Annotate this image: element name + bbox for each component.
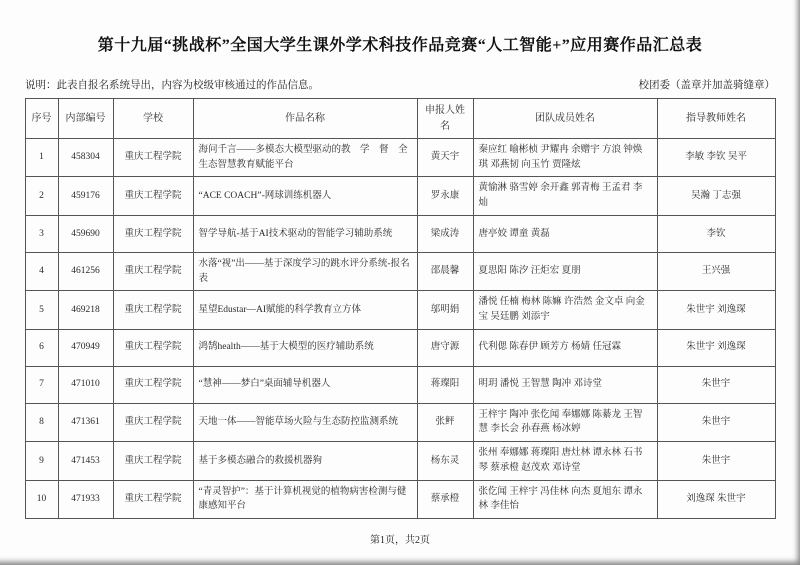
- cell-no: 5: [25, 291, 58, 329]
- cell-work: 星望Edustar—AI赋能的科学教育立方体: [193, 291, 417, 329]
- cell-advisors: 王兴强: [657, 252, 775, 290]
- table-row: [25, 252, 775, 290]
- cell-applicant: 唐守源: [417, 329, 473, 366]
- page-number-footer: 第1页，共2页: [370, 535, 430, 547]
- export-note: 说明：此表自报名系统导出，内容为校级审核通过的作品信息。: [25, 80, 319, 91]
- cell-no: 2: [25, 177, 58, 215]
- cell-internal_id: 471010: [58, 366, 113, 403]
- cell-school: 重庆工程学院: [113, 329, 193, 366]
- header-internal-id: 内部编号: [58, 99, 113, 139]
- cell-advisors: 朱世宇: [657, 366, 775, 403]
- cell-work: 基于多模态融合的救援机器狗: [193, 442, 417, 480]
- table-row: [25, 480, 775, 518]
- table-row: [25, 366, 775, 403]
- cell-school: 重庆工程学院: [113, 366, 193, 403]
- cell-no: 3: [25, 215, 58, 252]
- cell-school: 重庆工程学院: [113, 139, 193, 177]
- header-serial-no: 序号: [25, 99, 58, 139]
- cell-no: 7: [25, 366, 58, 403]
- cell-advisors: 李敏 李钦 吴平: [657, 139, 775, 177]
- cell-team: 潘悦 任楠 梅林 陈嫲 许浩然 金文卓 向金宝 吴廷鹏 刘添宇: [473, 291, 657, 329]
- cell-team: 代利偲 陈春伊 顾芳方 杨婧 任冠霖: [473, 329, 657, 366]
- page-title: 第十九届“挑战杯”全国大学生课外学术科技作品竞赛“人工智能+”应用赛作品汇总表: [97, 37, 703, 54]
- cell-school: 重庆工程学院: [113, 291, 193, 329]
- cell-work: “ACE COACH”-网球训练机器人: [193, 177, 417, 215]
- table-row: [25, 329, 775, 366]
- cell-team: 张仡闻 王梓宇 冯佳林 向杰 夏旭东 谭永林 李佳怡: [473, 480, 657, 518]
- cell-team: 黄愉淋 骆雪婷 余开鑫 郭青梅 王孟君 李灿: [473, 177, 657, 215]
- cell-work: “慧神——梦白”桌面辅导机器人: [193, 366, 417, 403]
- header-team-members: 团队成员姓名: [473, 99, 657, 139]
- cell-internal_id: 461256: [58, 252, 113, 290]
- cell-advisors: 李钦: [657, 215, 775, 252]
- cell-team: 张州 奉娜娜 蒋璨阳 唐灶林 谭永林 石书琴 蔡承橙 赵茂欢 邓诗堂: [473, 442, 657, 480]
- cell-advisors: 吴瀚 丁志强: [657, 177, 775, 215]
- cell-applicant: 邬明娟: [417, 291, 473, 329]
- table-row: [25, 291, 775, 329]
- header-advisor-names: 指导教师姓名: [657, 99, 775, 139]
- cell-team: 王梓宇 陶冲 张仡闻 奉娜娜 陈綦龙 王智慧 李长会 孙春燕 杨冰婷: [473, 403, 657, 441]
- cell-work: 水落“视”出——基于深度学习的跳水评分系统-报名表: [193, 252, 417, 290]
- header-work-title: 作品名称: [193, 99, 417, 139]
- cell-school: 重庆工程学院: [113, 177, 193, 215]
- cell-applicant: 杨东灵: [417, 442, 473, 480]
- cell-internal_id: 458304: [58, 139, 113, 177]
- cell-internal_id: 469218: [58, 291, 113, 329]
- table-row: [25, 177, 775, 215]
- cell-no: 10: [25, 480, 58, 518]
- cell-no: 1: [25, 139, 58, 177]
- table-header-row: [25, 99, 775, 139]
- cell-advisors: 朱世宇 刘逸琛: [657, 291, 775, 329]
- cell-applicant: 张鲆: [417, 403, 473, 441]
- cell-applicant: 蔡承橙: [417, 480, 473, 518]
- cell-advisors: 朱世宇 刘逸琛: [657, 329, 775, 366]
- cell-team: 唐亭姣 谭童 黄磊: [473, 215, 657, 252]
- cell-team: 明玥 潘悦 王智慧 陶冲 邓诗堂: [473, 366, 657, 403]
- cell-no: 4: [25, 252, 58, 290]
- cell-advisors: 朱世宇: [657, 403, 775, 441]
- works-summary-table: [25, 98, 776, 519]
- cell-school: 重庆工程学院: [113, 215, 193, 252]
- table-row: [25, 215, 775, 252]
- cell-internal_id: 470949: [58, 329, 113, 366]
- cell-work: “青灵智护”：基于计算机视觉的植物病害检测与健康感知平台: [193, 480, 417, 518]
- cell-internal_id: 471361: [58, 403, 113, 441]
- stamp-note: 校团委（盖章并加盖骑缝章）: [638, 80, 775, 91]
- cell-internal_id: 471453: [58, 442, 113, 480]
- cell-applicant: 梁成涛: [417, 215, 473, 252]
- cell-no: 6: [25, 329, 58, 366]
- cell-internal_id: 471933: [58, 480, 113, 518]
- cell-work: 智学导航-基于AI技术驱动的智能学习辅助系统: [193, 215, 417, 252]
- table-row: [25, 139, 775, 177]
- cell-applicant: 罗永康: [417, 177, 473, 215]
- table-row: [25, 403, 775, 441]
- meta-row: [25, 77, 775, 92]
- cell-advisors: 朱世宇: [657, 442, 775, 480]
- cell-work: 海问千言——多模态大模型驱动的教 学 督 全生态智慧教育赋能平台: [193, 139, 417, 177]
- table-body: [25, 139, 775, 519]
- cell-team: 夏思阳 陈汐 汪炬宏 夏朋: [473, 252, 657, 290]
- header-school: 学校: [113, 99, 193, 139]
- cell-applicant: 黄天宇: [417, 139, 473, 177]
- cell-internal_id: 459690: [58, 215, 113, 252]
- cell-school: 重庆工程学院: [113, 480, 193, 518]
- cell-team: 秦应红 喻彬桢 尹耀冉 余赠宇 方浪 钟焕琪 邓燕韧 向玉竹 贾隆炫: [473, 139, 657, 177]
- cell-school: 重庆工程学院: [113, 252, 193, 290]
- cell-no: 8: [25, 403, 58, 441]
- cell-internal_id: 459176: [58, 177, 113, 215]
- cell-school: 重庆工程学院: [113, 403, 193, 441]
- cell-work: 天地一体——智能草场火险与生态防控监测系统: [193, 403, 417, 441]
- cell-applicant: 邵晨馨: [417, 252, 473, 290]
- header-applicant-name: 申报人姓名: [417, 99, 473, 139]
- cell-advisors: 刘逸琛 朱世宇: [657, 480, 775, 518]
- cell-work: 鸿鹄health——基于大模型的医疗辅助系统: [193, 329, 417, 366]
- cell-applicant: 蒋璨阳: [417, 366, 473, 403]
- cell-no: 9: [25, 442, 58, 480]
- table-row: [25, 442, 775, 480]
- cell-school: 重庆工程学院: [113, 442, 193, 480]
